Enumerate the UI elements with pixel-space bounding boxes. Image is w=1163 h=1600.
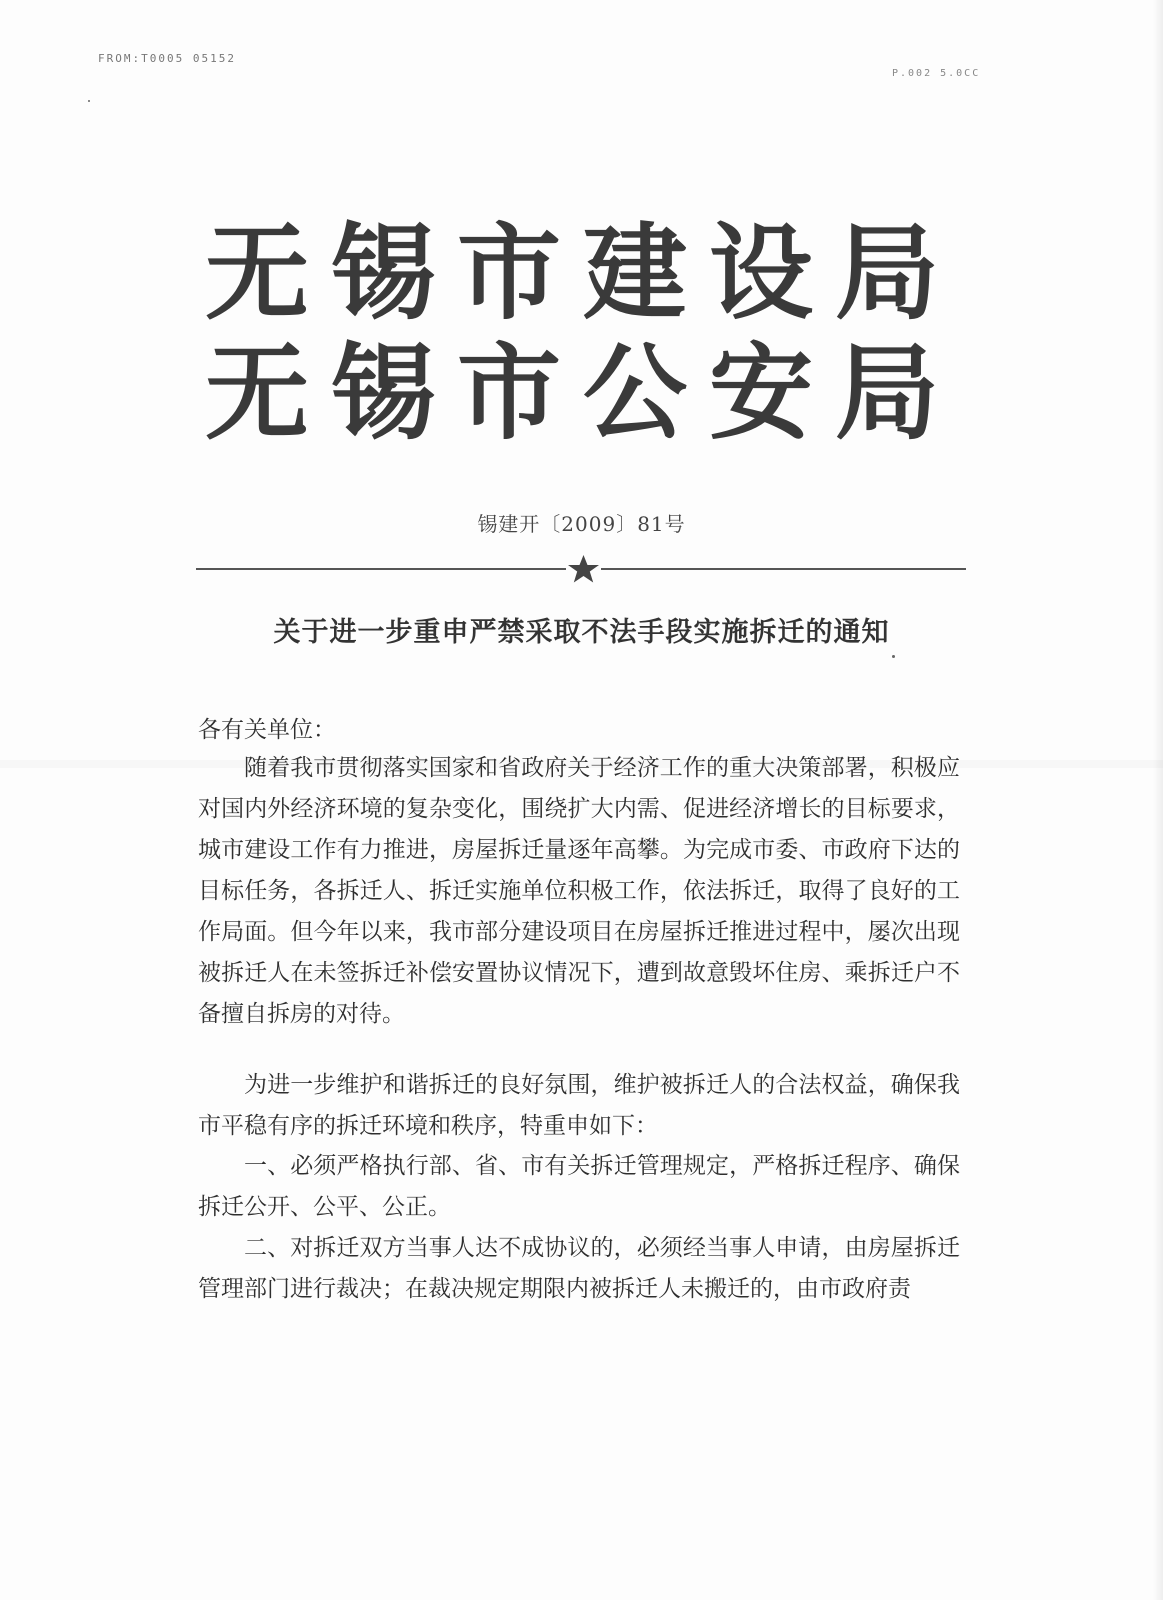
salutation: 各有关单位： <box>198 717 336 743</box>
paragraph-purpose: 为进一步维护和谐拆迁的良好氛围，维护被拆迁人的合法权益，确保我市平稳有序的拆迁环境和秩序，特重申如下： <box>198 1072 960 1139</box>
scan-edge-shadow <box>1153 0 1163 1600</box>
issuer-line-public-security-bureau: 无锡市公安局 <box>205 332 962 454</box>
issuer-line-construction-bureau: 无锡市建设局 <box>205 212 962 334</box>
paragraph-background: 随着我市贯彻落实国家和省政府关于经济工作的重大决策部署，积极应对国内外经济环境的复杂变化，围绕扩大内需、促进经济增长的目标要求，城市建设工作有力推进，房屋拆迁量逐年高攀。为完成市委、市政府下达的目标任务，各拆迁人、拆迁实施单位积极工作，依法拆迁，取得了良好的工作局面。但今年以来，我市部分建设项目在房屋拆迁推进过程中，屡次出现被拆迁人在未签拆迁补偿安置协议情况下，遭到故意毁坏住房、乘拆迁户不备擅自拆房的对待。 <box>198 755 960 1027</box>
divider-line-right <box>601 568 966 570</box>
document-title: 关于进一步重申严禁采取不法手段实施拆迁的通知 <box>273 617 890 648</box>
scan-speck <box>88 100 90 102</box>
paragraph-item-1: 一、必须严格执行部、省、市有关拆迁管理规定，严格拆迁程序、确保拆迁公开、公平、公正。 <box>198 1153 960 1220</box>
scan-speck <box>892 655 895 658</box>
star-icon <box>566 554 601 584</box>
divider-line-left <box>196 568 566 570</box>
fax-header-left: FROM:T0005 05152 <box>98 52 236 65</box>
fax-header-right: P.002 5.0CC <box>892 68 981 79</box>
paragraph-item-2: 二、对拆迁双方当事人达不成协议的，必须经当事人申请，由房屋拆迁管理部门进行裁决；在裁决规定期限内被拆迁人未搬迁的，由市政府责 <box>198 1235 960 1302</box>
header-divider <box>196 554 966 584</box>
document-number: 锡建开〔2009〕81号 <box>477 512 686 536</box>
